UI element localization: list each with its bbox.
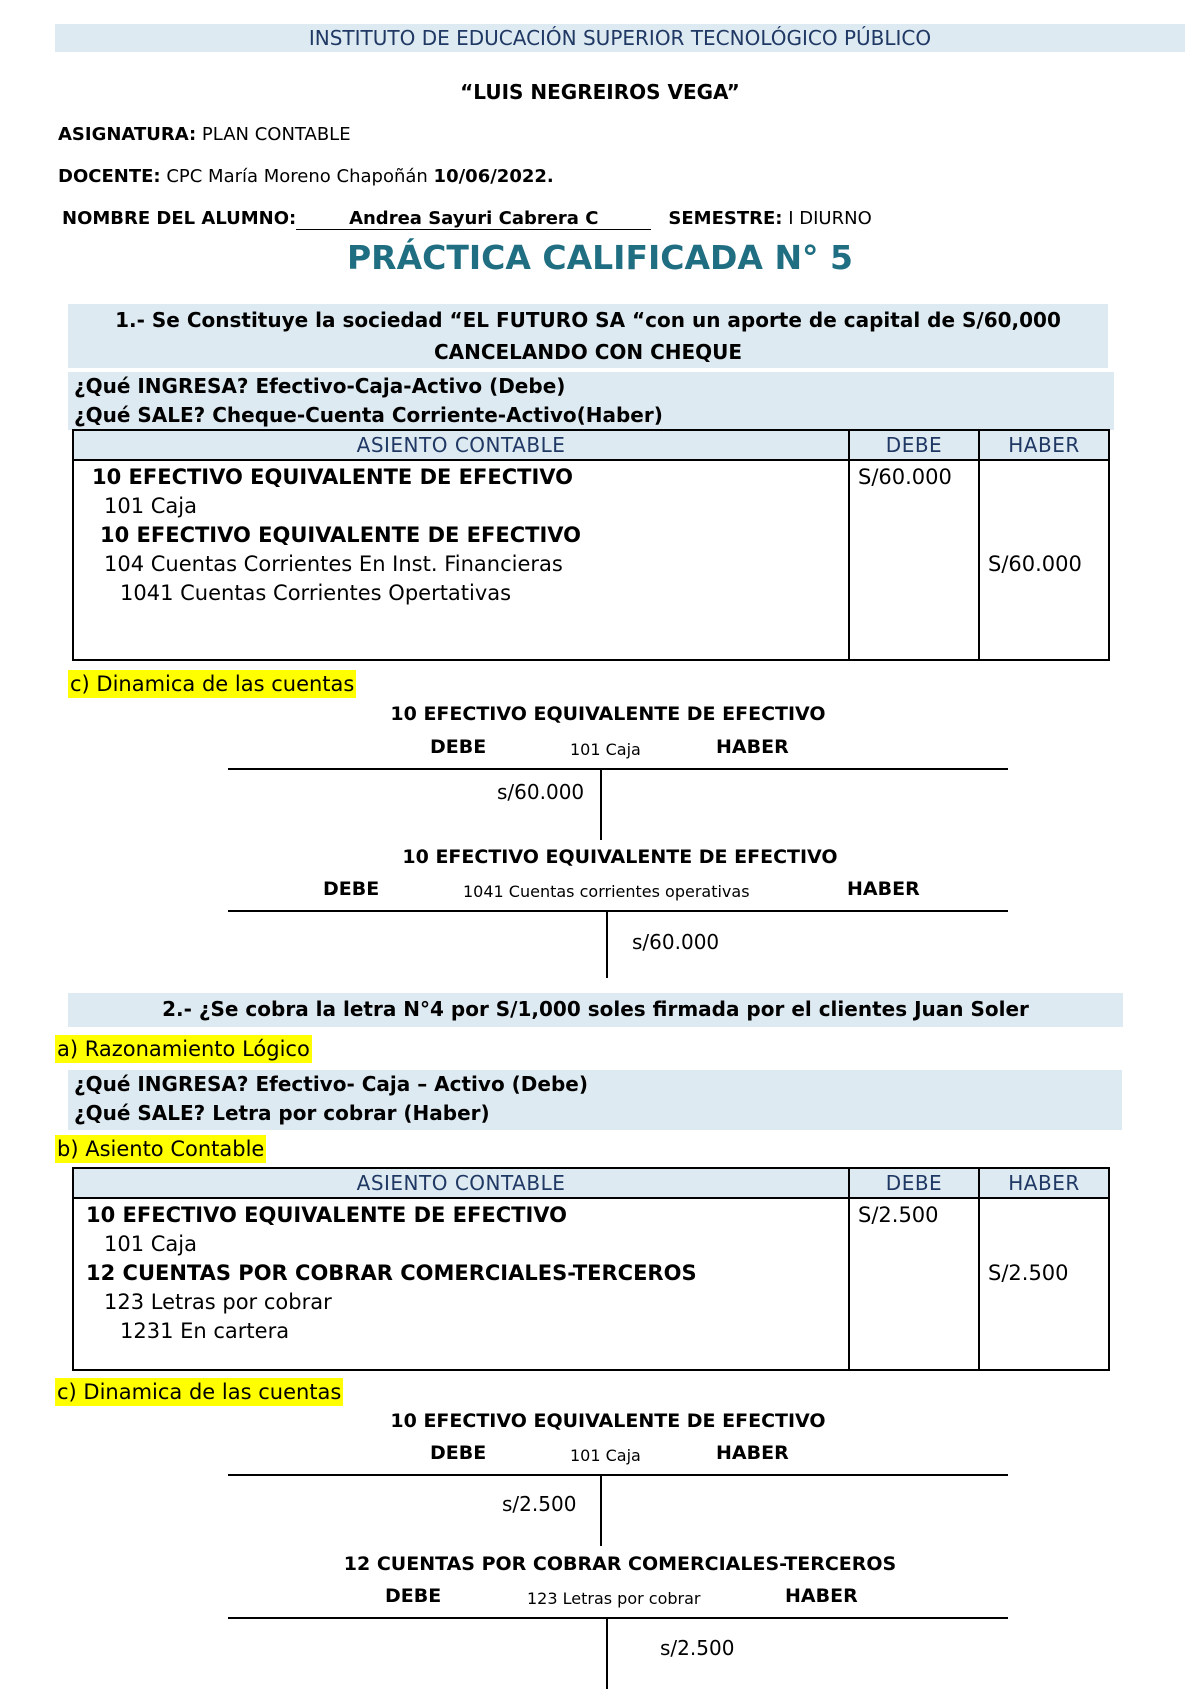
teacher-line <box>58 166 554 187</box>
q2-line: 10 EFECTIVO EQUIVALENTE DE EFECTIVO <box>86 1203 568 1227</box>
q1-t2-title: 10 EFECTIVO EQUIVALENTE DE EFECTIVO <box>402 846 838 868</box>
q1-t1-haber: HABER <box>716 736 789 758</box>
exam-date: 10/06/2022. <box>433 166 554 187</box>
q2-line: 1231 En cartera <box>120 1319 290 1343</box>
q2-t1-account: 101 Caja <box>570 1446 641 1465</box>
teacher-value: CPC María Moreno Chapoñán <box>166 166 428 187</box>
q2-t2-title: 12 CUENTAS POR COBRAR COMERCIALES-TERCEROS <box>343 1553 897 1575</box>
q1-t1-vline <box>600 768 602 840</box>
q1-t1-account: 101 Caja <box>570 740 641 759</box>
q1-debe-cell <box>849 460 979 660</box>
subject-line <box>58 124 351 145</box>
q2-asiento-lines <box>73 1198 849 1370</box>
q1-reasoning <box>68 372 1114 430</box>
q1-sale: ¿Qué SALE? Cheque-Cuenta Corriente-Activo(Haber) <box>74 403 663 427</box>
q2-dinamica-label: c) Dinamica de las cuentas <box>57 1380 342 1404</box>
q2-debe-amount: S/2.500 <box>858 1203 939 1227</box>
q2-razonamiento-label: a) Razonamiento Lógico <box>57 1037 310 1061</box>
student-label: NOMBRE DEL ALUMNO: <box>62 208 297 229</box>
q1-col-haber: HABER <box>979 430 1109 460</box>
q2-statement-line1: 2.- ¿Se cobra la letra N°4 por S/1,000 soles firmada por el clientes Juan Soler <box>162 997 1029 1021</box>
q1-line: 10 EFECTIVO EQUIVALENTE DE EFECTIVO <box>92 465 574 489</box>
q1-t1-amount: s/60.000 <box>497 780 585 804</box>
q2-t2-account: 123 Letras por cobrar <box>527 1589 701 1608</box>
q2-sale: ¿Qué SALE? Letra por cobrar (Haber) <box>74 1101 490 1125</box>
q1-t2-haber: HABER <box>847 878 920 900</box>
q1-col-debe: DEBE <box>849 430 979 460</box>
q1-t1-debe: DEBE <box>430 736 487 758</box>
student-name: Andrea Sayuri Cabrera C <box>296 208 651 230</box>
q1-line: 10 EFECTIVO EQUIVALENTE DE EFECTIVO <box>100 523 582 547</box>
student-line <box>62 208 872 230</box>
page-title: PRÁCTICA CALIFICADA N° 5 <box>346 238 854 277</box>
q2-t2-hline <box>228 1617 1008 1619</box>
q1-t2-debe: DEBE <box>323 878 380 900</box>
q2-t1-vline <box>600 1474 602 1546</box>
q2-debe-cell <box>849 1198 979 1370</box>
q2-t2-amount: s/2.500 <box>660 1636 735 1660</box>
semester-label: SEMESTRE: <box>668 208 783 229</box>
q2-col-asiento: ASIENTO CONTABLE <box>73 1168 849 1198</box>
q2-t1-debe: DEBE <box>430 1442 487 1464</box>
q2-t2-vline <box>606 1617 608 1689</box>
q2-asiento-label: b) Asiento Contable <box>57 1137 265 1161</box>
q2-ingresa: ¿Qué INGRESA? Efectivo- Caja – Activo (Debe) <box>74 1072 588 1096</box>
q2-col-debe: DEBE <box>849 1168 979 1198</box>
q2-t2-debe: DEBE <box>385 1585 442 1607</box>
q1-t1-hline <box>228 768 1008 770</box>
q2-reasoning <box>68 1070 1122 1130</box>
q2-asiento-table <box>72 1167 1110 1371</box>
q1-statement <box>68 304 1108 368</box>
q1-t1-title: 10 EFECTIVO EQUIVALENTE DE EFECTIVO <box>390 703 826 725</box>
q1-t2-amount: s/60.000 <box>632 930 720 954</box>
q1-asiento-table <box>72 429 1110 661</box>
q2-haber-amount: S/2.500 <box>988 1261 1069 1285</box>
q1-line: 1041 Cuentas Corrientes Opertativas <box>120 581 512 605</box>
q2-line: 123 Letras por cobrar <box>104 1290 332 1314</box>
q2-line: 101 Caja <box>104 1232 197 1256</box>
q2-line: 12 CUENTAS POR COBRAR COMERCIALES-TERCEROS <box>86 1261 697 1285</box>
q1-asiento-lines <box>73 460 849 660</box>
q1-haber-cell <box>979 460 1109 660</box>
subject-value: PLAN CONTABLE <box>201 124 351 145</box>
q1-t2-vline <box>606 910 608 978</box>
semester-value: I DIURNO <box>788 208 872 229</box>
q2-t1-amount: s/2.500 <box>502 1492 577 1516</box>
q1-line: 104 Cuentas Corrientes En Inst. Financieras <box>104 552 563 576</box>
q1-statement-line1: 1.- Se Constituye la sociedad “EL FUTURO SA “con un aporte de capital de S/60,000 <box>115 308 1061 332</box>
q2-haber-cell <box>979 1198 1109 1370</box>
q2-col-haber: HABER <box>979 1168 1109 1198</box>
q1-statement-line2: CANCELANDO CON CHEQUE <box>433 340 743 364</box>
q1-haber-amount: S/60.000 <box>988 552 1082 576</box>
subject-label: ASIGNATURA: <box>58 124 197 145</box>
q1-dinamica-label: c) Dinamica de las cuentas <box>70 672 355 696</box>
q1-col-asiento: ASIENTO CONTABLE <box>73 430 849 460</box>
q1-t2-hline <box>228 910 1008 912</box>
q2-t2-haber: HABER <box>785 1585 858 1607</box>
q1-line: 101 Caja <box>104 494 197 518</box>
q2-statement <box>68 993 1123 1027</box>
institute-name: INSTITUTO DE EDUCACIÓN SUPERIOR TECNOLÓGICO PÚBLICO <box>55 24 1185 52</box>
q2-t1-haber: HABER <box>716 1442 789 1464</box>
college-name: “LUIS NEGREIROS VEGA” <box>460 80 740 104</box>
q1-debe-amount: S/60.000 <box>858 465 952 489</box>
q1-t2-account: 1041 Cuentas corrientes operativas <box>463 882 750 901</box>
q1-ingresa: ¿Qué INGRESA? Efectivo-Caja-Activo (Debe) <box>74 374 566 398</box>
teacher-label: DOCENTE: <box>58 166 161 187</box>
q2-t1-title: 10 EFECTIVO EQUIVALENTE DE EFECTIVO <box>390 1410 826 1432</box>
q2-t1-hline <box>228 1474 1008 1476</box>
